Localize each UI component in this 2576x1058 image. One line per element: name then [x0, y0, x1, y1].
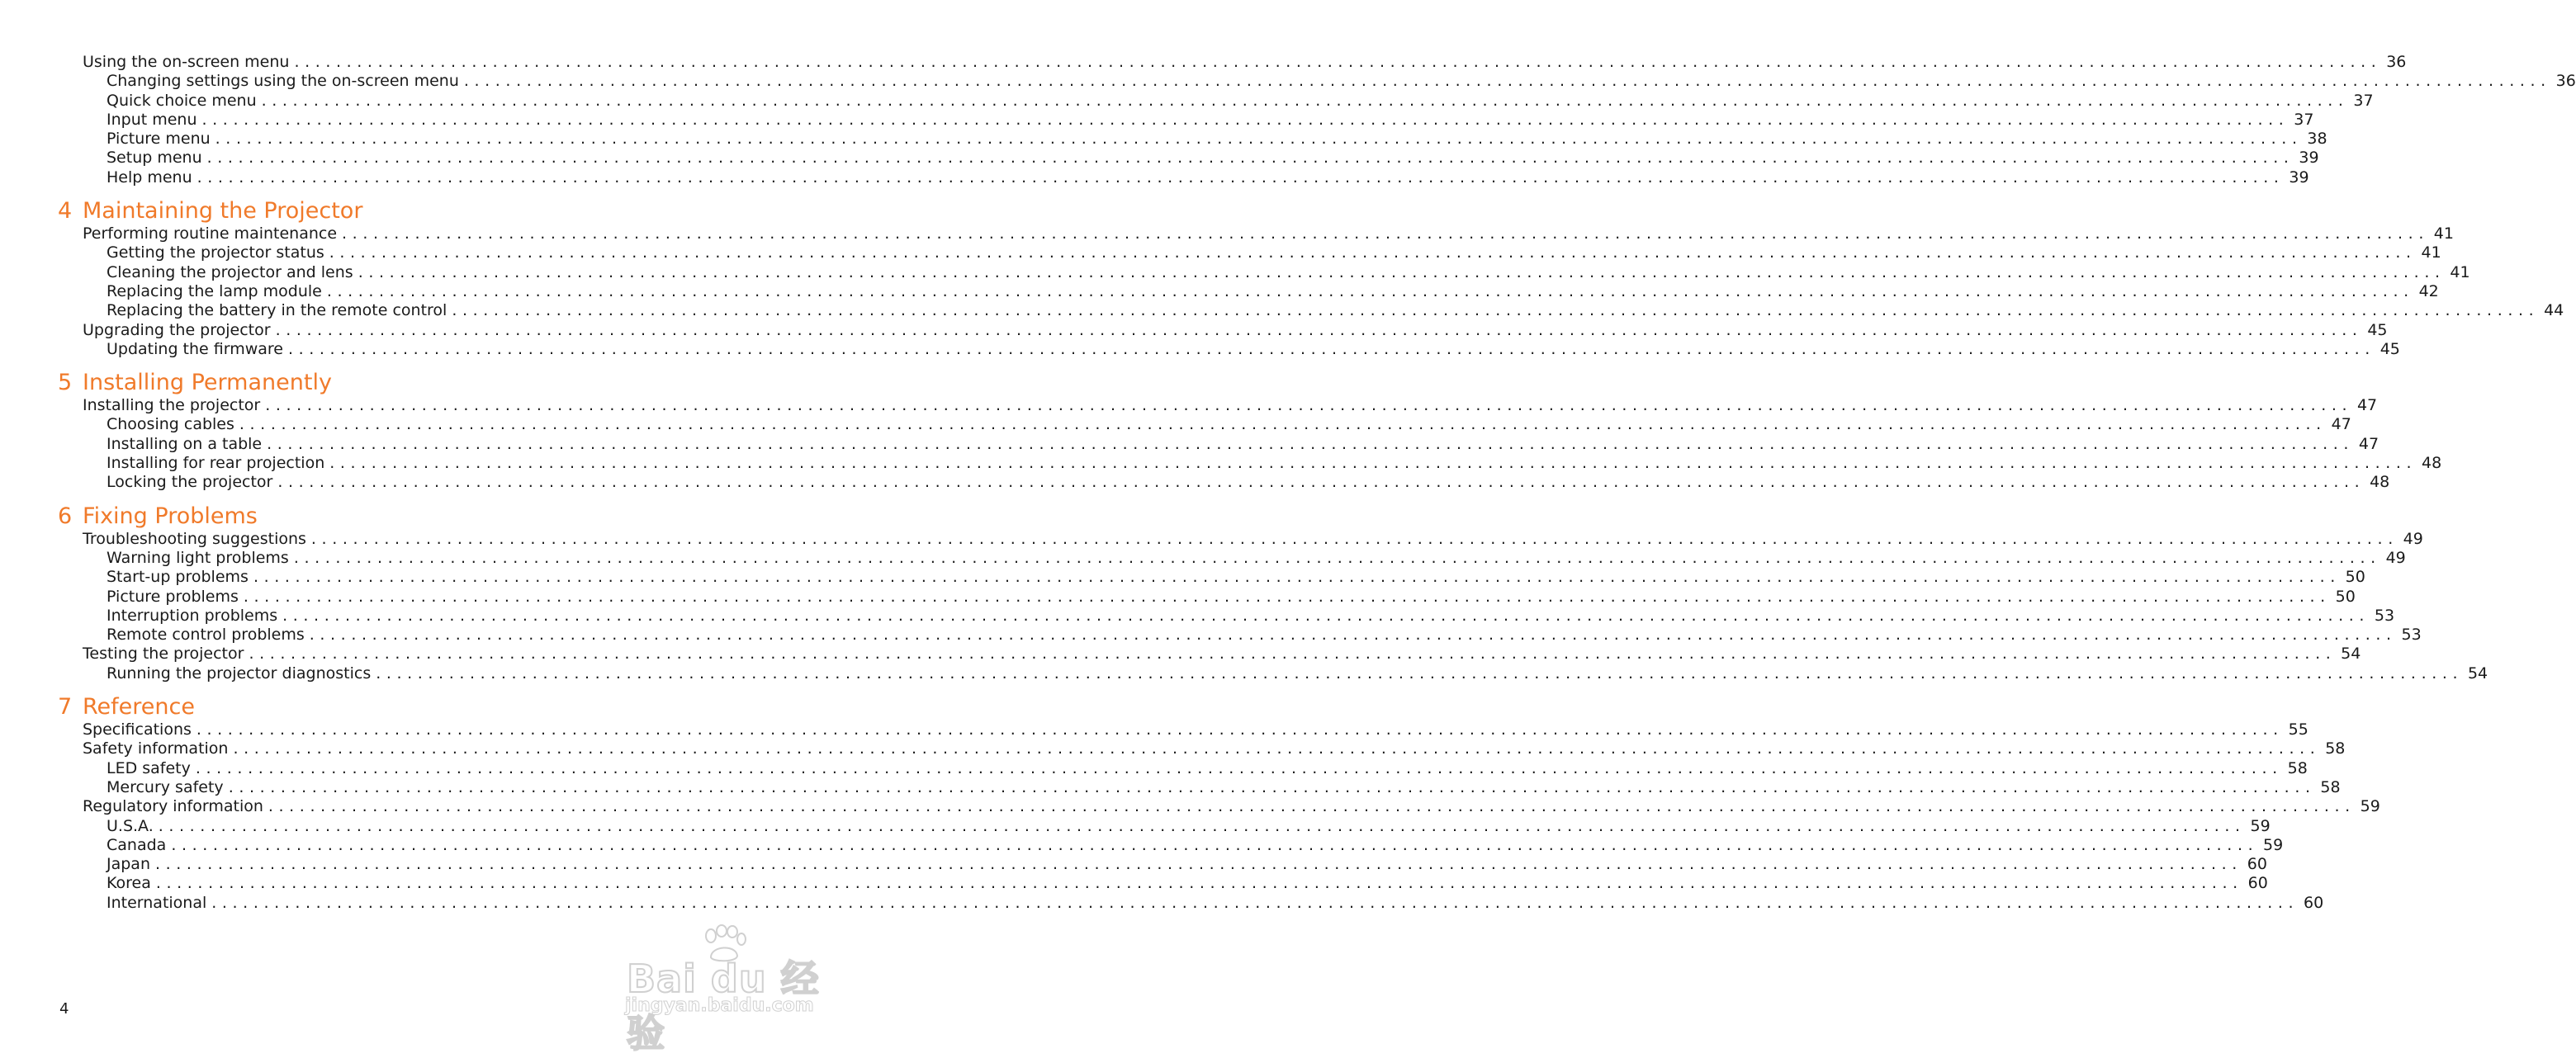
toc-entry-label: Performing routine maintenance — [83, 224, 338, 243]
toc-entry-label: Locking the projector — [107, 473, 273, 492]
toc-subsection-entry[interactable] — [58, 855, 2267, 874]
toc-entry-page: 39 — [2289, 168, 2309, 187]
toc-subsection-entry[interactable] — [58, 110, 2314, 130]
toc-entry-page: 53 — [2374, 606, 2395, 625]
dot-leader: ........................................................................................................................................................................................................ — [342, 224, 2429, 243]
toc-entry-label: Mercury safety — [107, 777, 224, 796]
dot-leader: ........................................................................................................................................................................................................ — [215, 130, 2303, 149]
dot-leader: ........................................................................................................................................................................................................ — [249, 645, 2337, 664]
chapter-heading[interactable] — [58, 694, 784, 720]
toc-section-entry[interactable] — [58, 739, 2346, 758]
dot-leader: ........................................................................................................................................................................................................ — [233, 739, 2321, 758]
toc-entry-label: Replacing the battery in the remote control — [107, 301, 447, 320]
chapter-heading[interactable] — [58, 503, 784, 530]
toc-entry-page: 47 — [2358, 434, 2379, 453]
toc-entry-page: 54 — [2341, 645, 2361, 664]
toc-entry-page: 41 — [2421, 243, 2441, 262]
toc-subsection-entry[interactable] — [58, 626, 2422, 645]
dot-leader: ........................................................................................................................................................................................................ — [326, 281, 2414, 300]
chapter-title: Maintaining the Projector — [83, 198, 363, 224]
dot-leader: ........................................................................................................................................................................................................ — [282, 606, 2370, 625]
toc-entry-page: 50 — [2335, 587, 2356, 606]
dot-leader: ........................................................................................................................................................................................................ — [310, 529, 2398, 548]
dot-leader: ........................................................................................................................................................................................................ — [206, 149, 2294, 168]
toc-entry-label: Interruption problems — [107, 606, 278, 625]
dot-leader: ........................................................................................................................................................................................................ — [253, 568, 2341, 587]
toc-subsection-entry[interactable] — [58, 434, 2379, 454]
toc-subsection-entry[interactable] — [58, 168, 2309, 187]
toc-entry-label: Quick choice menu — [107, 91, 257, 110]
chapter-number: 7 — [58, 694, 73, 720]
toc-entry-page: 45 — [2367, 320, 2388, 339]
toc-entry-page: 48 — [2370, 473, 2390, 492]
toc-section-entry[interactable] — [58, 645, 2361, 664]
chapter-number: 6 — [58, 503, 73, 529]
toc-entry-label: Warning light problems — [107, 548, 289, 567]
dot-leader: ........................................................................................................................................................................................................ — [309, 626, 2397, 645]
toc-entry-label: Canada — [107, 835, 167, 854]
dot-leader: ........................................................................................................................................................................................................ — [277, 473, 2365, 492]
toc-entry-label: Updating the firmware — [107, 339, 283, 358]
toc-section-entry[interactable] — [58, 396, 2378, 415]
toc-subsection-entry[interactable] — [58, 893, 2324, 913]
toc-entry-label: Installing for rear projection — [107, 454, 325, 473]
toc-entry-label: Replacing the lamp module — [107, 281, 322, 300]
toc-entry-label: Installing on a table — [107, 434, 263, 453]
toc-entry-label: Remote control problems — [107, 626, 305, 645]
toc-subsection-entry[interactable] — [58, 777, 2341, 797]
toc-subsection-entry[interactable] — [58, 587, 2356, 607]
toc-subsection-entry[interactable] — [58, 130, 2327, 149]
chapter-title: Fixing Problems — [83, 503, 258, 529]
toc-entry-label: Running the projector diagnostics — [107, 664, 372, 683]
dot-leader: ........................................................................................................................................................................................................ — [201, 110, 2290, 129]
toc-subsection-entry[interactable] — [58, 301, 2564, 320]
dot-leader: ........................................................................................................................................................................................................ — [294, 53, 2382, 71]
toc-section-entry[interactable] — [58, 529, 2423, 549]
toc-entry-page: 44 — [2544, 301, 2564, 320]
toc-entry-label: Troubleshooting suggestions — [83, 529, 306, 548]
toc-entry-label: U.S.A. — [107, 816, 154, 835]
toc-entry-page: 50 — [2345, 568, 2365, 587]
toc-subsection-entry[interactable] — [58, 243, 2441, 262]
toc-entry-page: 59 — [2263, 835, 2284, 854]
chapter-number: 5 — [58, 370, 73, 396]
dot-leader: ........................................................................................................................................................................................................ — [452, 301, 2540, 320]
toc-subsection-entry[interactable] — [58, 758, 2308, 778]
toc-entry-label: Getting the projector status — [107, 243, 324, 262]
toc-entry-page: 41 — [2450, 262, 2470, 281]
page-number: 4 — [59, 1000, 69, 1018]
dot-leader: ........................................................................................................................................................................................................ — [329, 454, 2417, 473]
toc-entry-label: International — [107, 893, 207, 912]
toc-subsection-entry[interactable] — [58, 816, 2271, 836]
toc-entry-label: Upgrading the projector — [83, 320, 271, 339]
toc-subsection-entry[interactable] — [58, 339, 2400, 359]
dot-leader: ........................................................................................................................................................................................................ — [155, 855, 2242, 874]
toc-entry-page: 48 — [2421, 454, 2442, 473]
toc-subsection-entry[interactable] — [58, 454, 2442, 473]
toc-entry-label: Input menu — [107, 110, 197, 129]
dot-leader: ........................................................................................................................................................................................................ — [197, 168, 2285, 187]
toc-subsection-entry[interactable] — [58, 72, 2576, 91]
toc-subsection-entry[interactable] — [58, 415, 2351, 434]
toc-entry-page: 53 — [2401, 626, 2422, 645]
dot-leader: ........................................................................................................................................................................................................ — [239, 415, 2327, 434]
dot-leader: ........................................................................................................................................................................................................ — [158, 816, 2246, 835]
toc-entry-label: Regulatory information — [83, 797, 263, 816]
toc-subsection-entry[interactable] — [58, 835, 2284, 855]
watermark-url: jingyan.baidu.com — [625, 995, 814, 1016]
dot-leader: ........................................................................................................................................................................................................ — [171, 835, 2259, 854]
chapter-title: Reference — [83, 694, 195, 720]
toc-section-entry[interactable] — [58, 53, 2407, 72]
toc-entry-page: 49 — [2403, 529, 2423, 548]
chapter-heading[interactable] — [58, 370, 784, 396]
dot-leader: ........................................................................................................................................................................................................ — [196, 720, 2284, 739]
toc-entry-label: Specifications — [83, 720, 192, 739]
toc-entry-page: 60 — [2304, 893, 2324, 912]
toc-entry-label: Start-up problems — [107, 568, 249, 587]
toc-entry-page: 42 — [2418, 281, 2439, 300]
toc-entry-label: Safety information — [83, 739, 229, 758]
dot-leader: ........................................................................................................................................................................................................ — [463, 72, 2551, 91]
toc-section-entry[interactable] — [58, 797, 2380, 816]
dot-leader: ........................................................................................................................................................................................................ — [376, 664, 2464, 683]
toc-entry-label: Testing the projector — [83, 645, 244, 664]
toc-entry-page: 49 — [2385, 548, 2406, 567]
toc-entry-page: 60 — [2247, 855, 2267, 874]
toc-subsection-entry[interactable] — [58, 664, 2488, 683]
toc-entry-page: 54 — [2467, 664, 2488, 683]
dot-leader: ........................................................................................................................................................................................................ — [228, 777, 2316, 796]
toc-entry-label: Picture menu — [107, 130, 211, 149]
toc-subsection-entry[interactable] — [58, 473, 2390, 492]
toc-subsection-entry[interactable] — [58, 262, 2470, 282]
toc-entry-page: 60 — [2247, 874, 2268, 893]
toc-subsection-entry[interactable] — [58, 281, 2439, 301]
toc-entry-page: 36 — [2386, 53, 2407, 71]
dot-leader: ........................................................................................................................................................................................................ — [358, 262, 2446, 281]
dot-leader: ........................................................................................................................................................................................................ — [329, 243, 2417, 262]
dot-leader: ........................................................................................................................................................................................................ — [268, 797, 2356, 816]
toc-entry-page: 38 — [2307, 130, 2327, 149]
toc-entry-page: 37 — [2353, 91, 2374, 110]
toc-entry-page: 59 — [2360, 797, 2380, 816]
toc-entry-page: 47 — [2356, 396, 2378, 415]
toc-entry-label: Picture problems — [107, 587, 239, 606]
toc-entry-page: 41 — [2433, 224, 2454, 243]
chapter-number: 4 — [58, 198, 73, 224]
toc-entry-page: 47 — [2331, 415, 2351, 434]
dot-leader: ........................................................................................................................................................................................................ — [211, 893, 2299, 912]
toc-entry-label: Cleaning the projector and lens — [107, 262, 353, 281]
toc-entry-page: 45 — [2379, 339, 2400, 358]
toc-entry-page: 39 — [2299, 149, 2319, 168]
chapter-title: Installing Permanently — [83, 370, 332, 396]
toc-entry-label: Installing the projector — [83, 396, 261, 415]
toc-entry-label: Korea — [107, 874, 151, 893]
toc-entry-page: 58 — [2287, 758, 2308, 777]
toc-entry-label: Setup menu — [107, 149, 202, 168]
dot-leader: ........................................................................................................................................................................................................ — [293, 548, 2381, 567]
toc-subsection-entry[interactable] — [58, 548, 2406, 568]
watermark-brand: Bai du 经验 — [627, 956, 820, 1056]
dot-leader: ........................................................................................................................................................................................................ — [267, 434, 2355, 453]
toc-section-entry[interactable] — [58, 320, 2388, 340]
dot-leader: ........................................................................................................................................................................................................ — [243, 587, 2331, 606]
toc-subsection-entry[interactable] — [58, 874, 2268, 893]
toc-entry-page: 58 — [2320, 777, 2341, 796]
chapter-heading[interactable] — [58, 198, 784, 224]
dot-leader: ........................................................................................................................................................................................................ — [265, 396, 2353, 415]
toc-section-entry[interactable] — [58, 224, 2454, 243]
dot-leader: ........................................................................................................................................................................................................ — [261, 91, 2349, 110]
toc-entry-label: Choosing cables — [107, 415, 234, 434]
dot-leader: ........................................................................................................................................................................................................ — [155, 874, 2243, 893]
toc-subsection-entry[interactable] — [58, 149, 2319, 168]
dot-leader: ........................................................................................................................................................................................................ — [287, 339, 2375, 358]
toc-subsection-entry[interactable] — [58, 568, 2365, 587]
dot-leader: ........................................................................................................................................................................................................ — [195, 758, 2283, 777]
toc-subsection-entry[interactable] — [58, 91, 2374, 111]
baidu-watermark — [623, 924, 830, 1056]
toc-entry-label: Using the on-screen menu — [83, 53, 290, 71]
toc-subsection-entry[interactable] — [58, 606, 2395, 626]
toc-entry-page: 59 — [2250, 816, 2271, 835]
toc-entry-label: Help menu — [107, 168, 192, 187]
toc-entry-label: Japan — [107, 855, 150, 874]
toc-entry-page: 58 — [2325, 739, 2346, 758]
dot-leader: ........................................................................................................................................................................................................ — [275, 320, 2363, 339]
toc-entry-page: 36 — [2555, 72, 2576, 91]
toc-entry-label: Changing settings using the on-screen menu — [107, 72, 459, 91]
toc-entry-label: LED safety — [107, 758, 191, 777]
toc-entry-page: 55 — [2288, 720, 2308, 739]
toc-entry-page: 37 — [2294, 110, 2314, 129]
table-of-contents — [58, 53, 2576, 913]
toc-section-entry[interactable] — [58, 720, 2308, 739]
